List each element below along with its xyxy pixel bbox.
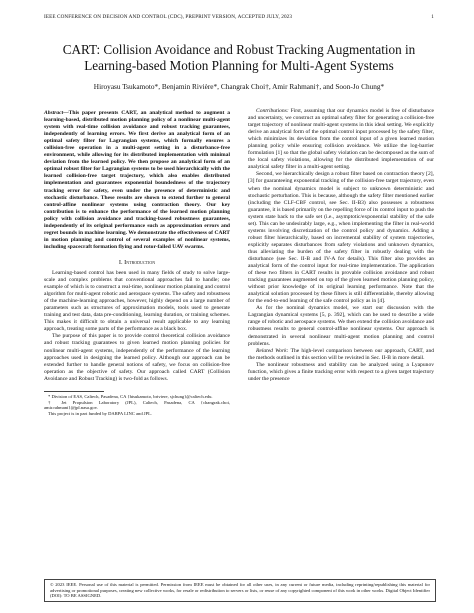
paper-title: [44, 42, 434, 74]
running-header: [44, 14, 434, 20]
abstract: [44, 110, 230, 251]
lyapunov-paragraph: The nonlinear robustness and stability can be analyzed using a Lyapunov function, which gives a finite tracking error with respect to a given target trajectory under the presence: [248, 361, 434, 382]
copyright-notice: © 2023 IEEE. Personal use of this material is permitted. Permission from IEEE must be obtained for all other uses, in any current or future media, including reprinting/republishing this material for advertising or promotional purposes, creating new collective works, for resale or redistribution to servers or lists, or reuse of any copyrighted component of this work in other works. Digital Object Identifier (DOI): TO BE ASSIGNED.: [44, 579, 436, 602]
contributions-text: First, assuming that our dynamics model is free of disturbance and uncertainty, we construct an optimal safety filter for generating a collision-free target trajectory of nonlinear multi-agent systems in this ideal setting. We explicitly derive an analytical form of the optimal control input processed by the safety filter, which minimizes its deviation from the control input of a given learned motion planning policy while ensuring collision avoidance. We utilize the log-barrier formulation [1] so that the global safety violation can be decomposed as the sum of the local safety violations, allowing for the distributed implementation of our analytical safety filter in a multi-agent setting.: [248, 108, 434, 171]
author-list: Hiroyasu Tsukamoto*, Benjamin Rivière*, Changrak Choi†, Amir Rahmani†, and Soon-Jo Chung*: [93, 82, 385, 91]
section-heading-introduction: I. Introduction: [118, 258, 156, 266]
abstract-label: Abstract: [44, 110, 64, 116]
robust-filter-paragraph: Second, we hierarchically design a robust filter based on contraction theory [2], [3] for guaranteeing exponential tracking of the collision-free target trajectory, even when the nominal dynamics model is subject to unknown deterministic and stochastic perturbation. This is because, although the safety filter mentioned earlier (including the CLF-CBF control, see Sec. II-B3) also possesses a robustness guarantee, it is based primarily on the repelling force of its control input to push the system state back to the safe set (i.e., asymptotic/exponential stability of the safe set). This can be undesirably large, e.g., when implementing the filter in real-world systems involving discretization of the control policy and dynamics. Adding a robust filter hierarchically, based on incremental stability of system trajectories, explicitly separates disturbances from safety violations and unknown dynamics, thus alleviating the burden of the safety filter in robustly dealing with the disturbance (see Sec. II-B and IV-A for details). This filter also provides an analytical form of the control input for real-time implementation. The application of these two filters in CART results in provable collision avoidance and robust tracking guarantees augmented on top of the given learned motion planning policy, without prior knowledge of its original learning performance. Note that the analytical solution processed by these filters is still differentiable, thereby allowing for the end-to-end learning of the safe control policy as in [4].: [248, 171, 434, 305]
contributions-paragraph: [248, 108, 434, 171]
contributions-label: Contributions:: [256, 108, 289, 114]
title-line-1: CART: Collision Avoidance and Robust Tracking Augmentation in: [62, 42, 416, 57]
nominal-dynamics-paragraph: As for the nominal dynamics model, we start our discussion with the Lagrangian dynamical systems [5, p. 392], which can be used to describe a wide range of robotic and aerospace systems. We then extend the collision avoidance and robustness results to general control-affine nonlinear systems. Our approach is demonstrated in several nonlinear multi-agent motion planning and control problems.: [248, 305, 434, 347]
abstract-text: —This paper presents CART, an analytical method to augment a learning-based, distributed motion planning policy of a nonlinear multi-agent system with real-time collision avoidance and robust tracking guarantees, independently of learning errors. We first derive an analytical form of an optimal safety filter for Lagrangian systems, which formally ensures a collision-free operation in a multi-agent setting in a disturbance-free environment, while allowing for its distributed implementation with minimal deviation from the learned policy. We then propose an analytical form of an optimal robust filter for Lagrangian systems to be used hierarchically with the learned collision-free target trajectory, which also enables distributed implementation and guarantees exponential boundedness of the trajectory tracking error for safety, even under the presence of deterministic and stochastic disturbance. These results are shown to extend further to general control-affine nonlinear systems using contraction theory. Our key contribution is to enhance the performance of the learned motion planning policy with collision avoidance and tracking-based robustness guarantees, independently of its original performance such as approximation errors and regret bounds in machine learning. We demonstrate the effectiveness of CART in motion planning and control of several examples of nonlinear systems, including spacecraft formation flying and rotor-failed UAV swarms.: [44, 110, 230, 250]
venue-line: IEEE CONFERENCE ON DECISION AND CONTROL (CDC), PREPRINT VERSION, ACCEPTED JULY, 2023: [44, 14, 293, 20]
footnote-caltech: * Division of EAS, Caltech, Pasadena, CA {htsukamoto, briviere, sjchung}@caltech.edu.: [48, 393, 213, 399]
related-work-label: Related Work:: [256, 347, 289, 354]
right-column: [248, 108, 434, 383]
intro-paragraph-2: The purpose of this paper is to provide control theoretical collision avoidance and robust tracking guarantees to given learned motion planning policies for nonlinear multi-agent systems, independently of the performance of the learning approaches used in designing the learned policy. Although our approach can be extended further to handle general notions of safety, we focus on collision-free operation as the objective of safety. Our approach called CART (Collision Avoidance and Robust Tracking) is two-fold as follows.: [44, 333, 230, 382]
related-work-text: The high-level comparison between our approach, CART, and the methods outlined in this section will be revisited in Sec. II-B in more detail.: [248, 347, 435, 361]
related-work-paragraph: [248, 348, 434, 362]
left-column: [44, 110, 230, 417]
title-line-2: Learning-based Motion Planning for Multi-Agent Systems: [84, 58, 394, 73]
footnote-jpl: † Jet Propulsion Laboratory (JPL), Caltech, Pasadena, CA {changrak.choi, amir.rahmani}@jpl.nasa.gov.: [44, 399, 230, 411]
footnote-funding: This project is in part funded by DARPA LINC and JPL.: [48, 411, 153, 417]
footnote-rule: [44, 391, 104, 392]
intro-paragraph-1: Learning-based control has been used in many fields of study to solve large-scale and complex problems that conventional approaches fail to handle; one example of which is to construct a real-time, nonlinear motion planning and control algorithm for multi-agent robotic and aerospace systems. The safety and robustness of the machine-learning approaches, however, highly depend on a large number of parameters such as structures of approximation models, tools used to generate training and test data, data pre-conditioning, learning duration, or training schemes. This makes it difficult to obtain a universal result applicable to any learning approach, treating some parts of the performance as a black box.: [44, 269, 230, 333]
page-number: 1: [431, 14, 434, 20]
